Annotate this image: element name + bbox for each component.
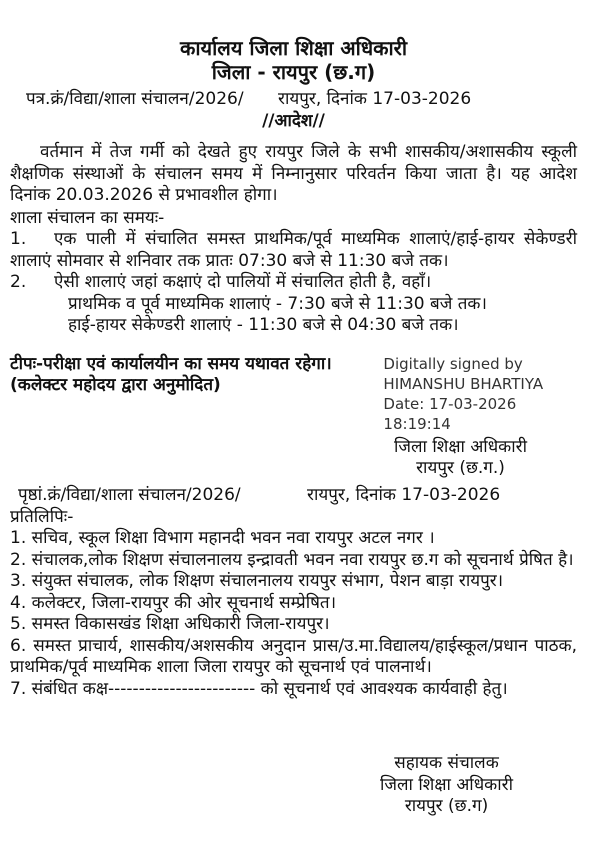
officer-designation-block <box>394 437 527 480</box>
note-block <box>10 354 383 434</box>
item-number: 1. <box>10 229 27 249</box>
schedule-heading: शाला संचालन का समयः- <box>10 207 165 228</box>
copy-item-2: 2. संचालक,लोक शिक्षण संचालनालय इन्द्रावती भवन नवा रायपुर छ.ग को सूचनार्थ प्रेषित है। <box>10 549 574 570</box>
digital-signature-line: Digitally signed by <box>383 354 523 373</box>
digital-signature-name: HIMANSHU BHARTIYA <box>383 374 544 393</box>
copy-item-7: 7. संबंधित कक्ष------------------------ को सूचनार्थ एवं आवश्यक कार्यवाही हेतु। <box>10 678 508 699</box>
endorsement-place-and-date: रायपुर, दिनांक 17-03-2026 <box>307 484 501 505</box>
note-and-signature-row <box>10 354 577 434</box>
item-text: एक पाली में संचालित समस्त प्राथमिक/पूर्व माध्यमिक शालाएं/हाई-हायर सेकेण्डरी शालाएं सोमवार से शनिवार तक प्रातः 07:30 बजे से 11:30 बजे तक। <box>10 229 577 271</box>
district-title: जिला - रायपुर (छ.ग) <box>211 60 376 84</box>
officer-place: रायपुर (छ.ग.) <box>416 458 505 478</box>
footer-designation-1: सहायक संचालक <box>394 753 499 773</box>
schedule-item-2-subline-1: प्राथमिक व पूर्व माध्यमिक शालाएं - 7:30 बजे से 11:30 बजे तक। <box>68 293 487 314</box>
letter-reference-line <box>10 89 577 111</box>
item-text: ऐसी शालाएं जहां कक्षाएं दो पालियों में संचालित होती है, वहाँ। <box>54 272 432 292</box>
body-paragraph: वर्तमान में तेज गर्मी को देखते हुए रायपुर जिले के सभी शासकीय/अशासकीय स्कूली शैक्षणिक संस्थाओं के संचालन समय में निम्नानुसार परिवर्तन किया जाता है। यह आदेश दिनांक 20.03.2026 से प्रभावशील होगा। <box>10 142 577 205</box>
digital-signature-date: Date: 17-03-2026 <box>383 394 517 413</box>
letter-number: पत्र.क्रं/विद्या/शाला संचालन/2026/ <box>26 89 244 109</box>
endorsement-number: पृष्ठां.क्रं/विद्या/शाला संचालन/2026/ <box>18 484 241 505</box>
officer-designation: जिला शिक्षा अधिकारी <box>394 436 527 457</box>
item-number: 2. <box>10 272 27 292</box>
schedule-item-2 <box>10 272 577 294</box>
copy-item-5: 5. समस्त विकासखंड शिक्षा अधिकारी जिला-रायपुर। <box>10 614 330 634</box>
note-line-2: (कलेक्टर महोदय द्वारा अनुमोदित) <box>10 375 221 395</box>
place-and-date: रायपुर, दिनांक 17-03-2026 <box>278 89 472 109</box>
footer-place: रायपुर (छ.ग) <box>404 796 489 816</box>
office-name-title: कार्यालय जिला शिक्षा अधिकारी <box>179 36 408 60</box>
note-line-1: टीपः-परीक्षा एवं कार्यालयीन का समय यथावत रहेगा। <box>10 353 332 374</box>
copies-heading: प्रतिलिपिः- <box>10 506 74 527</box>
order-heading: //आदेश// <box>262 111 325 131</box>
digital-signature-time: 18:19:14 <box>383 414 451 433</box>
copy-item-3: 3. संयुक्त संचालक, लोक शिक्षण संचालनालय रायपुर संभाग, पेशन बाड़ा रायपुर। <box>10 571 504 591</box>
copy-item-4: 4. कलेक्टर, जिला-रायपुर की ओर सूचनार्थ सम्प्रेषित। <box>10 592 337 613</box>
copy-item-6: 6. समस्त प्राचार्य, शासकीय/अशसकीय अनुदान प्रास/उ.मा.विद्यालय/हाईस्कूल/प्रधान पाठक, प्राथमिक/पूर्व माध्यमिक शाला जिला रायपुर को सूचनार्थ एवं पालनार्थ। <box>10 635 577 677</box>
schedule-item-2-subline-2: हाई-हायर सेकेण्डरी शालाएं - 11:30 बजे से 04:30 बजे तक। <box>68 315 459 335</box>
footer-signature-block <box>380 753 513 818</box>
schedule-item-1 <box>10 229 577 272</box>
footer-designation-2: जिला शिक्षा अधिकारी <box>380 774 513 795</box>
copy-item-1: 1. सचिव, स्कूल शिक्षा विभाग महानदी भवन नवा रायपुर अटल नगर । <box>10 528 435 548</box>
endorsement-reference-line <box>10 485 577 507</box>
digital-signature-block <box>383 354 577 434</box>
